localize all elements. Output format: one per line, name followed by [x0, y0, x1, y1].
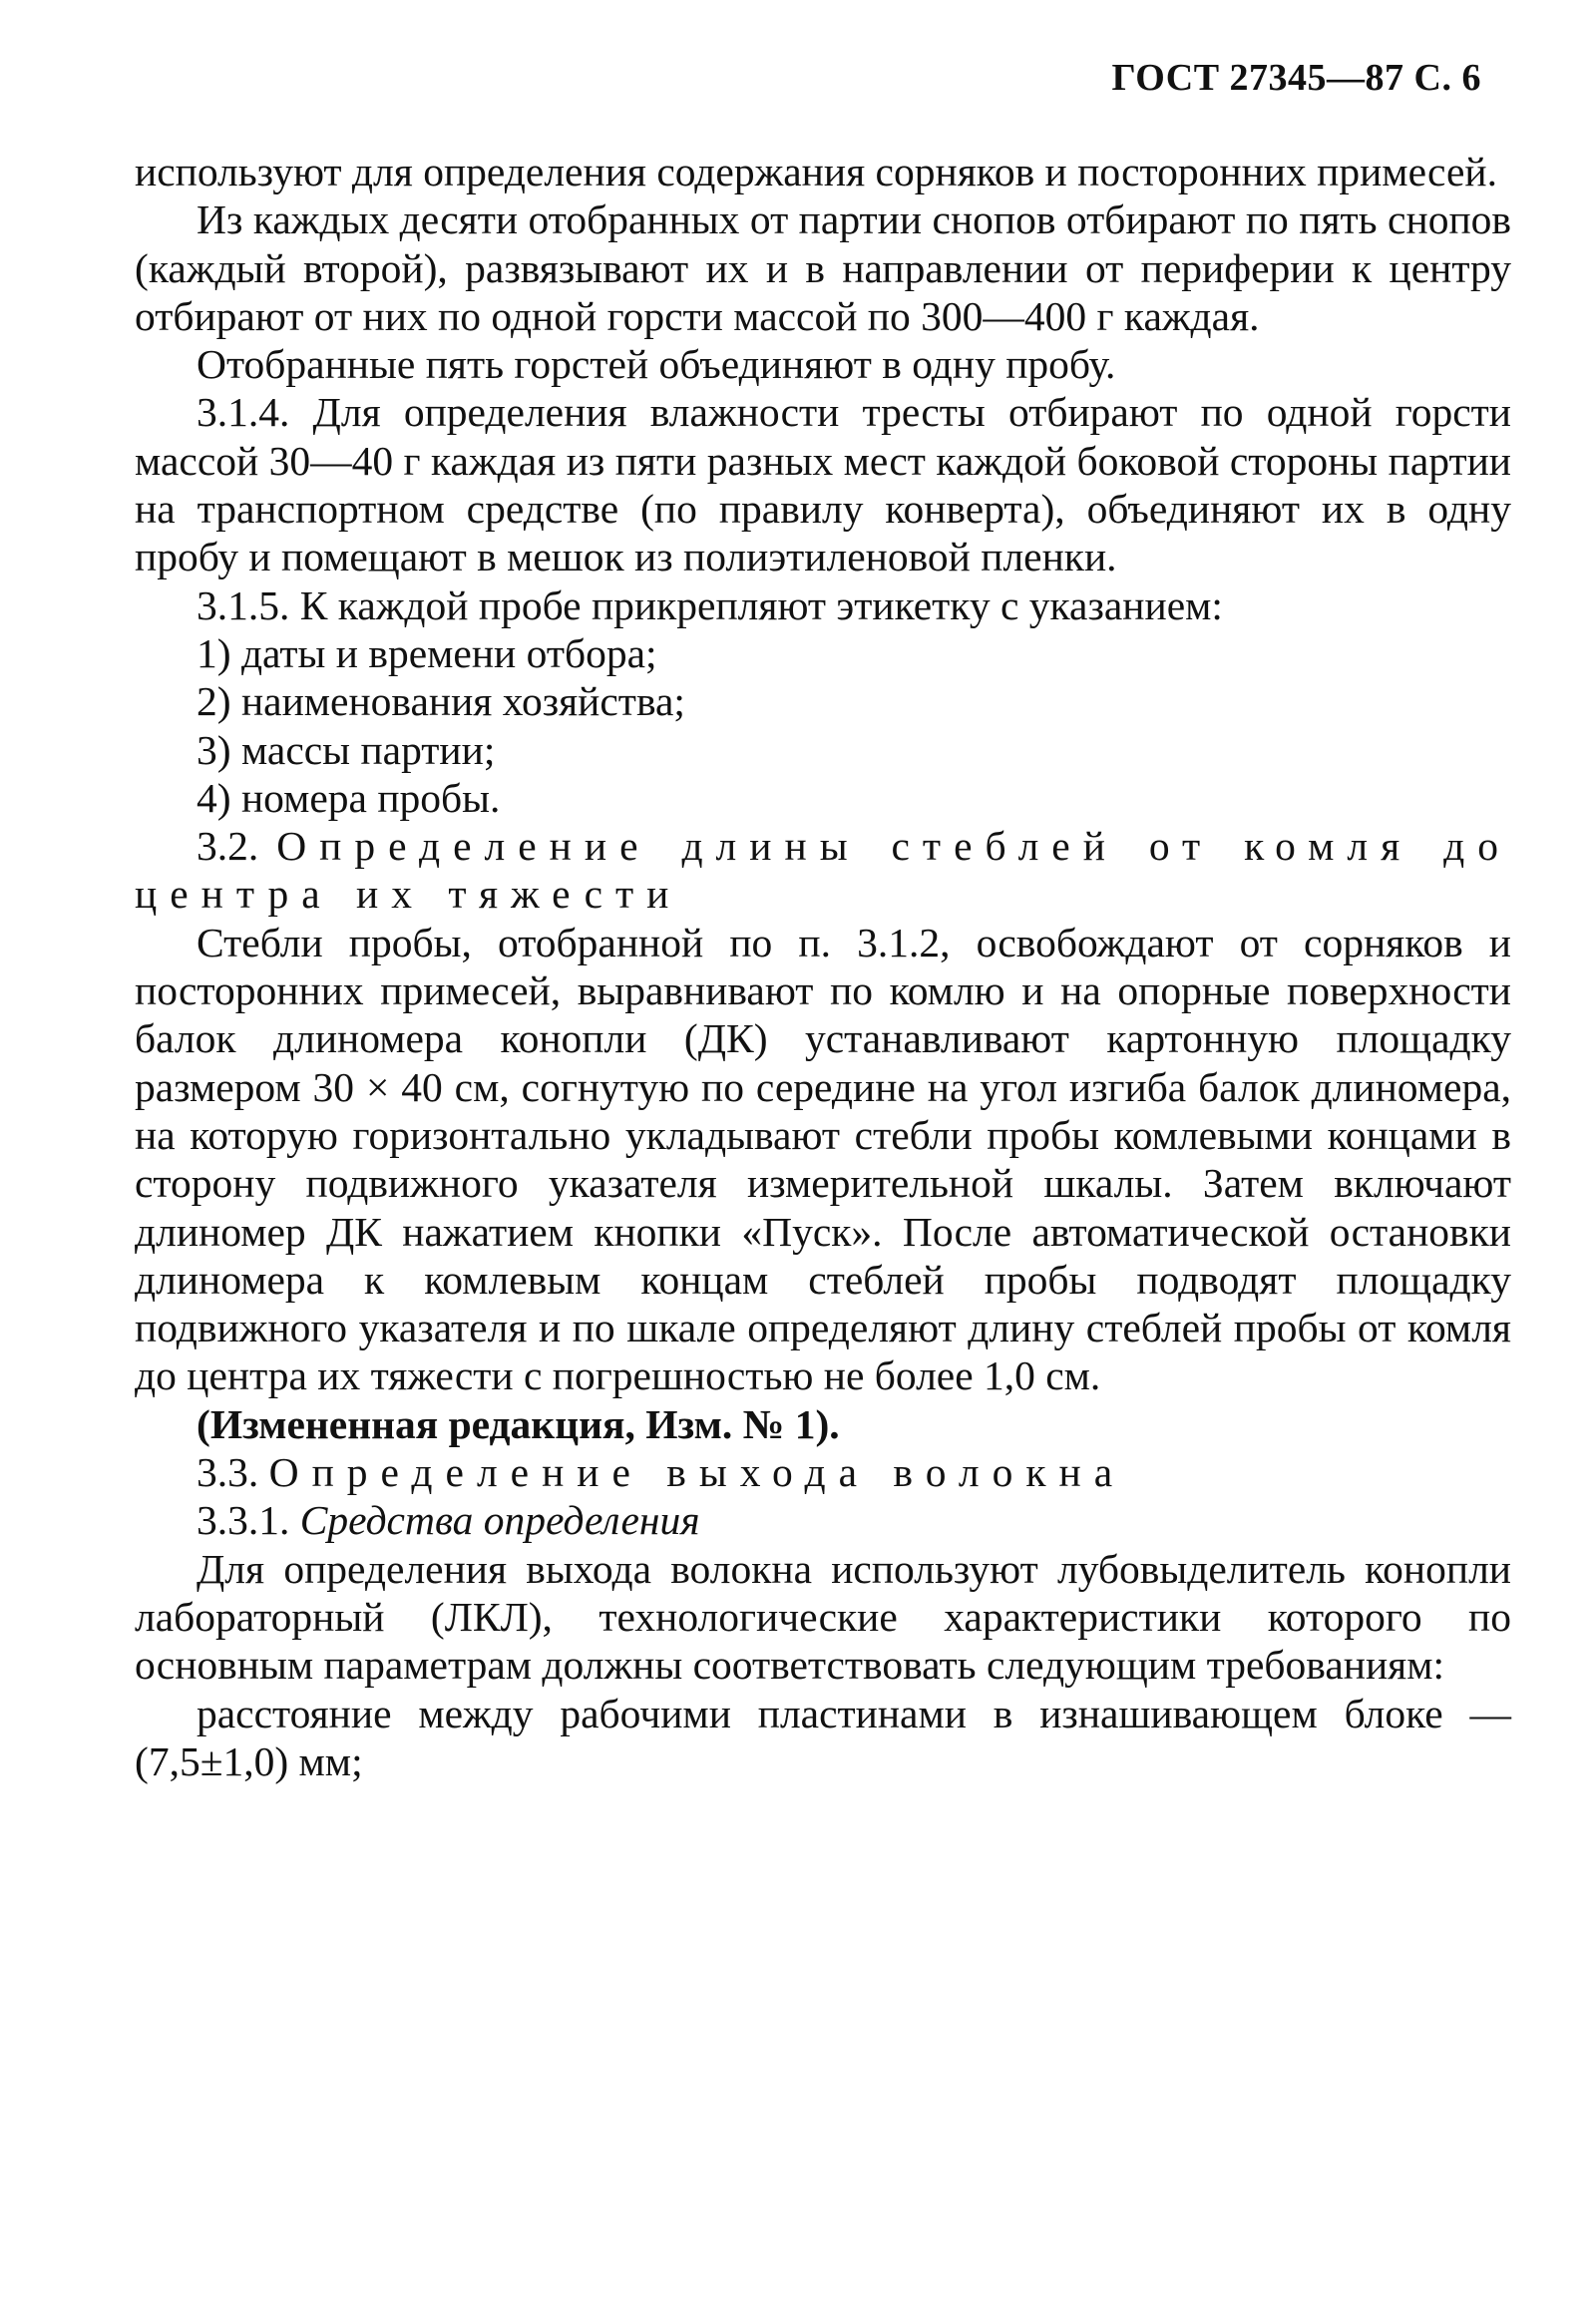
section-3-2-text: Стебли пробы, отобранной по п. 3.1.2, освобождают от сорняков и посторонних примесей, выравнивают по комлю и на опорные поверхности балок длиномера конопли (ДК) устанавливают картонную площадку размером 30 × 40 см, согнутую по середине на угол изгиба балок длиномера, на которую горизонтально укладывают стебли пробы комлевыми концами в сторону подвижного указателя измерительной шкалы. Затем включают длиномер ДК нажатием кнопки «Пуск». После автоматической остановки длиномера к комлевым концам стеблей пробы подводят площадку подвижного указателя и по шкале определяют длину стеблей пробы от комля до центра их тяжести с погрешностью не более 1,0 см. [135, 919, 1511, 1399]
paragraph-3-1-5: 3.1.5. К каждой пробе прикрепляют этикетку с указанием: [197, 581, 1223, 628]
section-title: Определение длины стеблей от комля до центра их тяжести [135, 823, 1512, 918]
subsection-number: 3.3.1. [197, 1497, 290, 1544]
list-item: 2) наименования хозяйства; [197, 678, 685, 725]
amendment-note: (Измененная редакция, Изм. № 1). [197, 1400, 840, 1447]
document-body [135, 148, 1511, 1785]
list-item: 1) даты и времени отбора; [197, 629, 657, 676]
requirement-item: расстояние между рабочими пластинами в изнашивающем блоке — (7,5±1,0) мм; [135, 1690, 1511, 1784]
paragraph-continuation: используют для определения содержания сорняков и посторонних примесей. [135, 149, 1497, 194]
section-3-2-heading [135, 822, 1511, 919]
page-header: ГОСТ 27345—87 С. 6 [1111, 57, 1481, 99]
paragraph-3-1-4: 3.1.4. Для определения влажности тресты отбирают по одной горсти массой 30—40 г каждая из пяти разных мест каждой боковой стороны партии на транспортном средстве (по правилу конверта), объединяют их в одну пробу и помещают в мешок из полиэтиленовой пленки. [135, 389, 1511, 580]
list-item: 3) массы партии; [197, 726, 496, 773]
subsection-3-3-1-heading [135, 1496, 1511, 1544]
section-number: 3.2. [197, 823, 259, 870]
paragraph-combine: Отобранные пять горстей объединяют в одну пробу. [197, 341, 1116, 388]
section-title: Определение выхода волокна [268, 1449, 1126, 1496]
paragraph-sheaves: Из каждых десяти отобранных от партии снопов отбирают по пять снопов (каждый второй), развязывают их и в направлении от периферии к центру отбирают от них по одной горсти массой по 300—400 г каждая. [135, 196, 1511, 339]
list-item: 4) номера пробы. [197, 774, 501, 821]
section-3-3-text: Для определения выхода волокна используют лубовыделитель конопли лабораторный (ЛКЛ), технологические характеристики которого по основным параметрам должны соответствовать следующим требованиям: [135, 1545, 1511, 1689]
section-3-3-heading [135, 1448, 1511, 1496]
subsection-title: Средства определения [299, 1497, 700, 1544]
section-number: 3.3. [197, 1449, 259, 1496]
